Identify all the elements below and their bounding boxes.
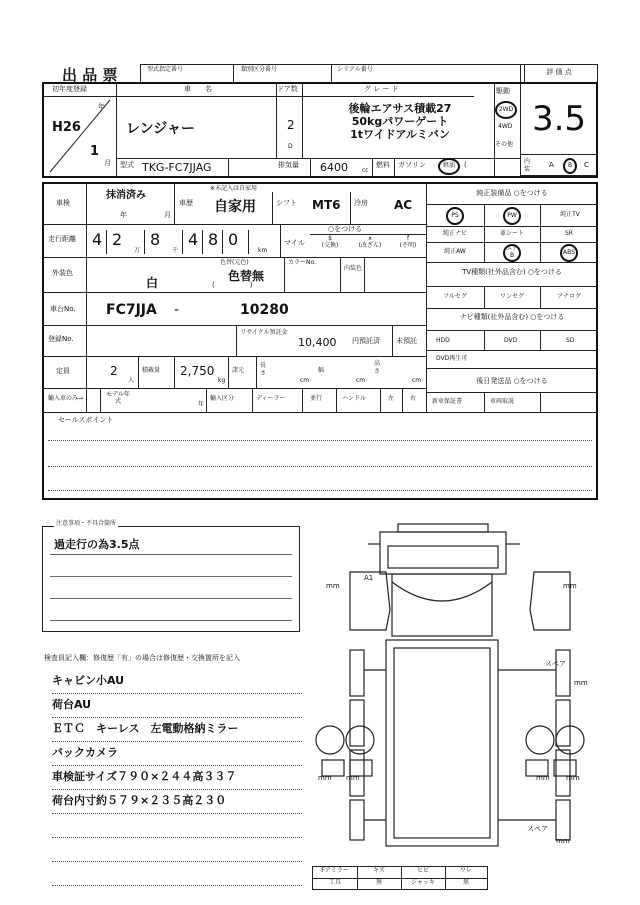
- nen-label: 年: [98, 103, 105, 111]
- takasa-cm: cm: [412, 377, 422, 384]
- header-fields: [140, 64, 525, 84]
- navi-dvd[interactable]: DVD: [504, 337, 518, 344]
- mm-label-spare-top: mm: [574, 679, 588, 687]
- legend-body: 無: [375, 879, 382, 886]
- ruibetsu-label: 類別区分番号: [241, 66, 278, 73]
- junsei-navi[interactable]: 純正ナビ: [442, 230, 467, 237]
- spare-label-top: スペア: [545, 660, 566, 668]
- fuel-diesel[interactable]: 軽油: [438, 158, 460, 175]
- sales-label: セールスポイント: [58, 416, 114, 424]
- navi-sd[interactable]: SD: [566, 337, 575, 344]
- chassis-dash: -: [174, 302, 180, 318]
- serial-label: シリアル番号: [337, 66, 373, 73]
- repair-item: 荷台AU: [52, 694, 302, 718]
- score-value: 3.5: [531, 99, 587, 139]
- haikiryou-value: 6400: [320, 161, 348, 174]
- shohgen-label: 諸元: [232, 367, 245, 374]
- chassis-no: 10280: [240, 302, 289, 318]
- katashiki-label: 型式: [120, 161, 134, 169]
- shinsha-hoshousho[interactable]: 新車保証書: [432, 398, 463, 405]
- tv-analog[interactable]: アナログ: [556, 293, 581, 300]
- shift-value: MT6: [312, 198, 341, 212]
- navi-hdd[interactable]: HDD: [436, 337, 450, 344]
- junsei-title: 純正装備品 ○をつける: [476, 189, 548, 197]
- kg-unit: kg: [218, 377, 226, 384]
- fuel-gasoline[interactable]: ガソリン: [398, 161, 426, 169]
- legend-table: [312, 866, 488, 890]
- tv-title: TV種類(社外品含む) ○をつける: [462, 268, 562, 276]
- hyouka-label: 評 価 点: [546, 68, 572, 76]
- sharyou-torisetsu[interactable]: 車両取説: [490, 398, 515, 405]
- mileage-digit: 4: [92, 230, 103, 249]
- reibou-value: AC: [394, 198, 413, 212]
- irogae-value: 色替無: [228, 269, 265, 283]
- tsuki-label: 月: [104, 159, 111, 167]
- mileage-digit: 8: [208, 230, 219, 249]
- shaken-nen: 年: [120, 211, 127, 219]
- mileage-digit: 8: [150, 230, 161, 249]
- doors-value: 2: [287, 118, 295, 132]
- sunroof[interactable]: SR: [565, 230, 573, 237]
- takasa-label: 高さ: [374, 360, 381, 375]
- gaisou-value: 白: [146, 276, 159, 290]
- handle-label: ハンドル: [342, 395, 367, 402]
- touroku-label: 登録No.: [48, 335, 74, 343]
- mileage-digit: 0: [228, 230, 239, 249]
- mm-label-tr: mm: [563, 582, 577, 590]
- mileage-digit: 2: [112, 230, 123, 249]
- kawa-seat[interactable]: 革シート: [499, 230, 524, 237]
- junsei-pw[interactable]: PW: [503, 207, 521, 225]
- notes-title: 注意事項・不具合箇所: [56, 520, 117, 527]
- haikiryou-label: 排気量: [278, 161, 299, 169]
- repair-item: バックカメラ: [52, 742, 302, 766]
- legend-head: キズ: [373, 867, 385, 874]
- naisou-c[interactable]: C: [584, 161, 589, 169]
- haba-label: 幅: [318, 367, 325, 374]
- abs[interactable]: ABS: [560, 244, 578, 262]
- recycle-value: 10,400: [298, 336, 337, 349]
- chassis-prefix: FC7JJA: [106, 302, 157, 318]
- legend-body: 無: [462, 879, 469, 886]
- gaisou-label: 外装色: [52, 269, 73, 277]
- a1-marker: A1: [364, 574, 374, 582]
- grade-line: 50kgパワーゲート: [351, 115, 449, 128]
- mileage-digits: [88, 228, 278, 256]
- repair-item: キャビン小AU: [52, 670, 302, 694]
- handle-left[interactable]: 左: [388, 395, 395, 402]
- spare-label-bottom: スペア: [527, 825, 548, 833]
- naisou-a[interactable]: A: [549, 161, 554, 169]
- repair-item: 荷台内寸約５７９×２３５高２３０: [52, 790, 302, 814]
- drive-other[interactable]: その他: [495, 141, 514, 148]
- junsei-ps[interactable]: PS: [446, 207, 464, 225]
- recycle-status[interactable]: 未預託: [396, 337, 417, 345]
- man-unit: 万: [134, 247, 141, 254]
- naisou-b[interactable]: B: [563, 158, 577, 174]
- mm-label-bl2: mm: [346, 774, 360, 782]
- yunyu-kubun: 輸入区分: [210, 395, 235, 402]
- car-name: レンジャー: [126, 121, 196, 137]
- tv-oneseg[interactable]: ワンセグ: [499, 293, 524, 300]
- cc-unit: cc: [362, 167, 369, 174]
- chassis-label: 車台No.: [50, 305, 76, 313]
- grade-label: グ レ ー ド: [364, 85, 399, 93]
- reibou-label: 冷房: [354, 199, 368, 207]
- drive-4wd[interactable]: 4WD: [498, 123, 513, 130]
- sekisai-label: 積載量: [142, 367, 161, 374]
- shareki-label: 車歴: [179, 199, 193, 207]
- legend-head: Fアミラー: [321, 867, 349, 874]
- atohassou-title: 後日発送品 ○をつける: [476, 377, 548, 385]
- mile-opts-title: ○をつける: [328, 225, 363, 233]
- mile-opt-koukan[interactable]: $ (交換): [321, 235, 339, 249]
- legend-body: ジャッキ: [411, 879, 435, 886]
- shift-label: シフト: [276, 199, 297, 207]
- kudou-label: 駆動: [496, 87, 510, 95]
- junsei-aw[interactable]: 純正AW: [444, 248, 466, 255]
- notes-line: 過走行の為3.5点: [54, 538, 140, 551]
- repair-item: [52, 862, 302, 886]
- mile-opt-kaizan[interactable]: x (改ざん): [358, 235, 382, 249]
- naisou-label: 内装: [524, 158, 531, 173]
- model-label: モデル年式: [106, 391, 130, 405]
- legend-head: ヒビ: [416, 867, 429, 874]
- haba-cm: cm: [356, 377, 366, 384]
- month-value: 1: [90, 144, 100, 159]
- era-value: H26: [52, 120, 81, 135]
- shonendo-label: 初年度登録: [52, 85, 87, 93]
- shaken-value: 抹消済み: [106, 190, 146, 201]
- naisou-color-label: 内装色: [344, 265, 363, 272]
- shaken-tsuki: 月: [164, 211, 171, 219]
- truck-diagram: [310, 520, 610, 860]
- color-no-label: カラーNo.: [288, 259, 316, 266]
- repair-title: 検査員記入欄：修復歴「有」の場合は修復歴・交換箇所を記入: [44, 654, 240, 662]
- kata-shitei-label: 型式指定番号: [147, 66, 184, 73]
- mm-label-bl1: mm: [318, 774, 332, 782]
- recycle-label: リサイクル預託金: [240, 329, 288, 336]
- shareki-note: ※未記入は自家用: [210, 185, 258, 192]
- teiin-unit: 人: [128, 377, 135, 384]
- mm-label-spare-bottom: mm: [556, 837, 570, 845]
- grade-line: 1tワイドアルミバン: [350, 128, 450, 141]
- mm-label-br1: mm: [536, 774, 550, 782]
- row1-box: [42, 82, 598, 178]
- irogae-paren: ( ): [212, 281, 253, 289]
- door-suffix: D: [288, 143, 293, 150]
- navi-title: ナビ種類(社外品含む) ○をつける: [459, 313, 565, 321]
- teiin-value: 2: [110, 364, 118, 378]
- tv-fullseg[interactable]: フルセグ: [443, 293, 467, 300]
- model-nen: 年: [198, 401, 205, 408]
- naga-label: 長さ: [260, 362, 267, 377]
- km-unit: km: [258, 247, 268, 254]
- repair-item: ＥＴＣ キーレス 左電動格納ミラー: [52, 718, 302, 742]
- mileage-digit: 4: [188, 230, 199, 249]
- legend-body: 工具: [328, 879, 341, 886]
- mm-label-tl: mm: [326, 582, 340, 590]
- mileage-label: 走行距離: [48, 235, 76, 243]
- repair-item: 車検証サイズ７９０×２４４高３３７: [52, 766, 302, 790]
- naga-cm: cm: [300, 377, 310, 384]
- teiin-label: 定員: [56, 367, 70, 375]
- repair-list: [52, 670, 302, 886]
- sen-unit: 千: [172, 247, 179, 254]
- yunyu-label: 輸入車のみ→: [48, 395, 84, 402]
- handle-right[interactable]: 右: [410, 395, 417, 402]
- mile-label: マイル: [284, 239, 305, 247]
- recycle-unit: 円預託済: [352, 337, 380, 345]
- sekisai-value: 2,750: [180, 364, 215, 378]
- shareki-value: 自家用: [214, 199, 256, 215]
- sheet-title: 出 品 票: [62, 66, 118, 84]
- doa-label: ドア数: [277, 85, 298, 93]
- grade-block: [306, 102, 494, 141]
- fuel-other[interactable]: (: [464, 161, 467, 169]
- legend-head: ワレ: [459, 867, 472, 874]
- airbag[interactable]: エアB: [503, 244, 521, 262]
- mile-opt-fumei[interactable]: f (不明): [399, 235, 417, 249]
- mm-label-br2: mm: [566, 774, 580, 782]
- heikou-opt[interactable]: 並行: [310, 395, 323, 402]
- shaken-label: 車検: [56, 199, 70, 207]
- drive-2wd[interactable]: 2WD: [495, 101, 517, 119]
- nenryou-label: 燃料: [376, 161, 390, 169]
- irogae-label: 色替(元色): [220, 259, 249, 266]
- katashiki-value: TKG-FC7JJAG: [142, 161, 212, 174]
- junsei-tv[interactable]: 純正TV: [560, 211, 580, 218]
- dvd-saisei[interactable]: DVD再生可: [436, 355, 468, 362]
- repair-item: [52, 838, 302, 862]
- grade-line: 後輪エアサス積載27: [348, 102, 452, 115]
- repair-item: [52, 814, 302, 838]
- shamei-label: 車 名: [184, 85, 212, 93]
- dealer-opt[interactable]: ディーラー: [256, 395, 286, 402]
